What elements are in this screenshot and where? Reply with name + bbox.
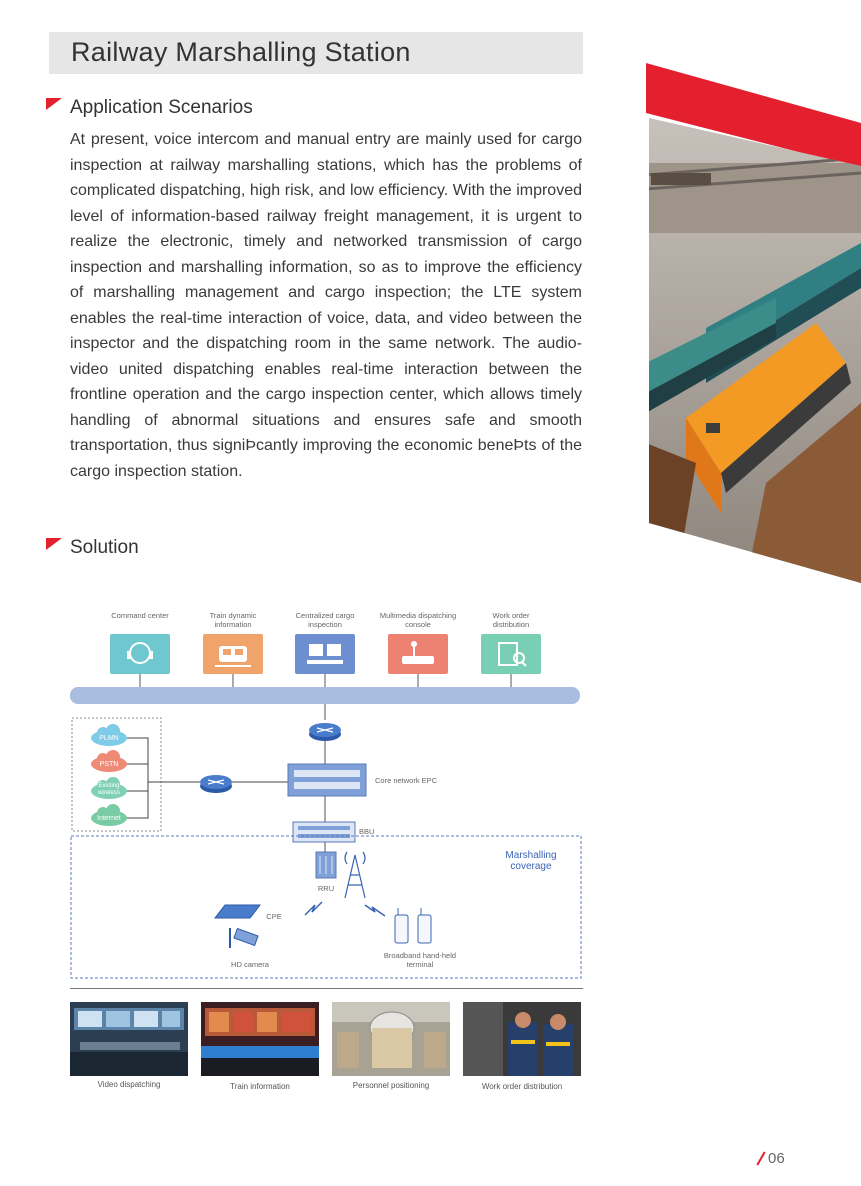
- page-number-text: 06: [768, 1150, 785, 1167]
- app-label: Train dynamic information: [209, 611, 257, 629]
- app-label: Work order distribution: [492, 611, 530, 629]
- hd-camera-icon: [230, 928, 258, 948]
- signal-icon: [305, 902, 322, 915]
- antenna-tower-icon: [345, 852, 365, 898]
- train-information-photo: [201, 1002, 319, 1076]
- app-label: Centralized cargo inspection: [295, 611, 355, 629]
- solution-heading: [46, 536, 139, 560]
- cloud-label: Existing wireless: [98, 783, 120, 796]
- thumbnail-caption: Train information: [230, 1082, 290, 1091]
- terminal-label: Broadband hand-held terminal: [383, 951, 457, 969]
- signal-icon: [365, 905, 385, 916]
- page-number: [760, 1150, 785, 1167]
- app-label: Command center: [111, 611, 169, 620]
- core-network-icon: [288, 764, 366, 796]
- cloud-label: Internet: [97, 815, 121, 822]
- application-heading: [46, 96, 253, 120]
- app-icon-train-dynamic: [203, 634, 263, 674]
- bbu-label: BBU: [359, 827, 375, 836]
- application-body: At present, voice intercom and manual entry are mainly used for cargo inspection at railway marshalling stations, which has the problems of complicated dispatching, high risk, and low efficiency. With the improved level of information-based railway freight management, it is urgent to realize the electronic, timely and networked transmission of cargo inspection and marshalling information, so as to improve the efficiency of marshalling management and cargo inspection; the LTE system enables the real-time interaction of voice, data, and video between the inspector and the dispatching room in the same network. The audio-video united dispatching enables real-time interaction between the frontline operation and the cargo inspection center, which allows timely handling of abnormal situations and ensures safe and smooth transportation, thus signiÞcantly improving the economic beneÞts of the cargo inspection station.: [70, 131, 582, 480]
- slash-icon: [756, 1152, 765, 1166]
- app-icon-command-center: [110, 634, 170, 674]
- thumbnail-caption: Personnel positioning: [352, 1081, 430, 1090]
- thumbnail-caption: Work order distribution: [481, 1082, 563, 1091]
- core-network-label: Core network EPC: [375, 776, 438, 785]
- cpe-icon: [215, 905, 260, 918]
- rru-label: RRU: [317, 884, 335, 893]
- video-dispatching-photo: [70, 1002, 188, 1076]
- red-triangle-icon: [46, 98, 62, 110]
- application-heading-text: Application Scenarios: [70, 97, 253, 118]
- thumbnail-caption: Video dispatching: [97, 1080, 161, 1089]
- router-icon: [200, 775, 232, 793]
- work-order-photo: [463, 1002, 581, 1076]
- coverage-label: Marshalling coverage: [505, 850, 557, 872]
- app-icon-multimedia-console: [388, 634, 448, 674]
- page-title: Railway Marshalling Station: [71, 37, 411, 67]
- network-bus: [70, 687, 580, 704]
- cloud-label: PSTN: [99, 761, 119, 768]
- app-icon-cargo-inspection: [295, 634, 355, 674]
- app-icon-work-order: [481, 634, 541, 674]
- camera-label: HD camera: [231, 960, 269, 969]
- handheld-terminal-icon: [395, 908, 431, 943]
- router-icon: [309, 723, 341, 741]
- rru-icon: [316, 852, 336, 878]
- app-label: Multimedia dispatching console: [379, 611, 457, 629]
- cpe-label: CPE: [266, 912, 282, 921]
- personnel-positioning-photo: [332, 1002, 450, 1076]
- divider: [70, 988, 583, 989]
- title-bar: [49, 32, 583, 74]
- cloud-label: PLMN: [99, 735, 119, 742]
- bbu-icon: [293, 822, 355, 842]
- train-photo: [646, 63, 861, 583]
- network-diagram: [60, 600, 590, 990]
- solution-heading-text: Solution: [70, 537, 139, 558]
- red-triangle-icon: [46, 538, 62, 550]
